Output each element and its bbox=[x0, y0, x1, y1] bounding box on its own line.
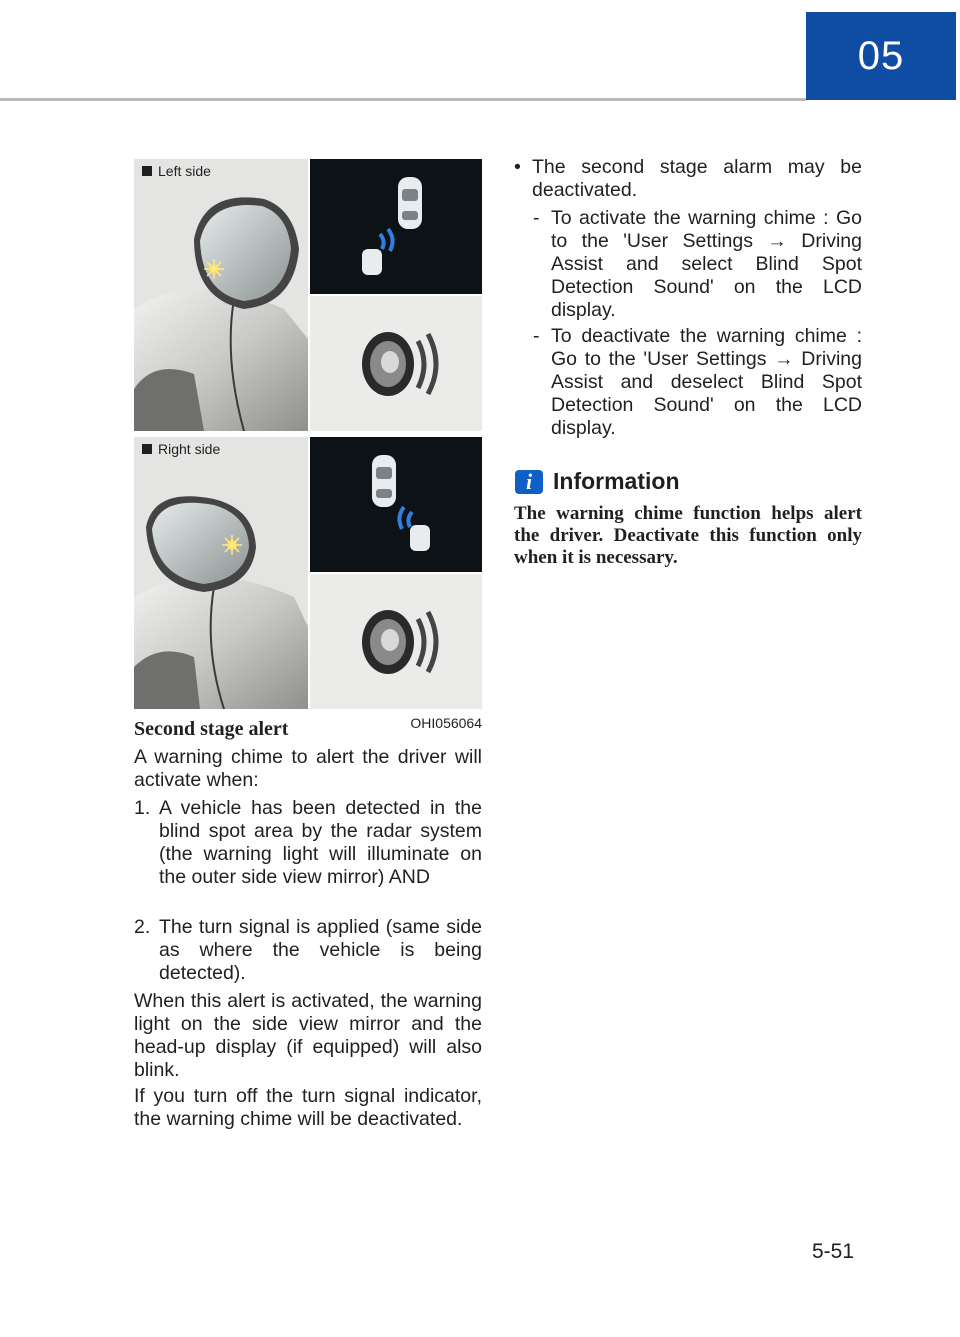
blind-spot-display bbox=[310, 159, 482, 294]
information-body: The warning chime function helps alert the driver. Deactivate this function only when it is necessary. bbox=[514, 503, 862, 568]
section-title: Second stage alert bbox=[134, 718, 289, 740]
figure-caption: Right side bbox=[142, 441, 220, 457]
blind-spot-display bbox=[310, 437, 482, 572]
information-heading bbox=[515, 468, 680, 495]
figure-left-side bbox=[134, 159, 482, 431]
bullet-dot: • bbox=[514, 156, 521, 178]
side-mirror-photo bbox=[134, 159, 308, 431]
list-text: A vehicle has been detected in the blind spot area by the radar system (the warning light will illuminate on the outer side view mirror) AND bbox=[159, 797, 482, 888]
list-item bbox=[134, 916, 482, 985]
bullet-text: The second stage alarm may be deactivated. bbox=[532, 156, 862, 201]
sub-item bbox=[533, 207, 862, 322]
dash: - bbox=[533, 325, 540, 347]
info-icon: i bbox=[515, 470, 543, 494]
chapter-tab: 05 bbox=[806, 12, 956, 100]
header-rule bbox=[0, 98, 806, 101]
list-number: 2. bbox=[134, 916, 151, 938]
sub-text: To deactivate the warning chime : Go to the 'User Settings → Driving Assist and deselect Blind Spot Detection Sound' on the LCD display. bbox=[551, 325, 862, 439]
page-number: 5-51 bbox=[812, 1240, 855, 1263]
dash: - bbox=[533, 207, 540, 229]
list-number: 1. bbox=[134, 797, 151, 819]
own-car-icon bbox=[398, 177, 422, 229]
figure-code: OHI056064 bbox=[410, 715, 482, 731]
list-item bbox=[134, 797, 482, 889]
figure-caption: Left side bbox=[142, 163, 211, 179]
sub-text: To activate the warning chime : Go to the 'User Settings → Driving Assist and select Blind Spot Detection Sound' on the LCD display. bbox=[551, 207, 862, 321]
side-mirror-photo bbox=[134, 437, 308, 709]
square-bullet-icon bbox=[142, 166, 152, 176]
paragraph: When this alert is activated, the warning light on the side view mirror and the head-up display (if equipped) will also blink. bbox=[134, 990, 482, 1081]
list-text: The turn signal is applied (same side as where the vehicle is being detected). bbox=[159, 916, 482, 984]
bullet-item bbox=[514, 156, 862, 202]
speaker-icon bbox=[310, 574, 482, 709]
square-bullet-icon bbox=[142, 444, 152, 454]
information-title: Information bbox=[553, 468, 680, 494]
paragraph: If you turn off the turn signal indicator, the warning chime will be deactivated. bbox=[134, 1085, 482, 1130]
speaker-icon bbox=[310, 296, 482, 431]
own-car-icon bbox=[372, 455, 396, 507]
intro-paragraph: A warning chime to alert the driver will activate when: bbox=[134, 746, 482, 791]
sub-item bbox=[533, 325, 862, 440]
